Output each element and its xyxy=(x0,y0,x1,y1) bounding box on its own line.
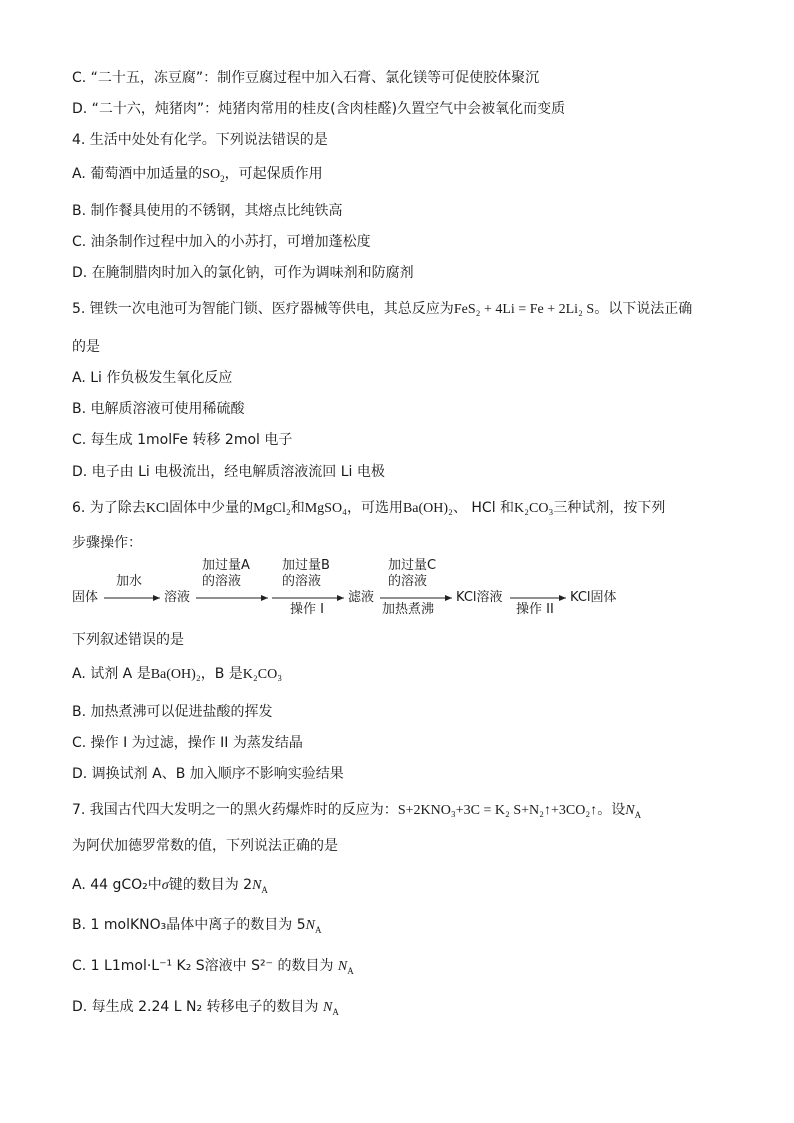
q7-option-d-na-sub: A xyxy=(332,1006,339,1017)
q6-k2co3: K₂CO₃ xyxy=(514,501,554,516)
q5-option-b: B. 电解质溶液可使用稀硫酸 xyxy=(72,401,245,417)
q7-option-c-na: N xyxy=(337,959,348,974)
q6-option-a-mid: ，B 是 xyxy=(200,666,243,682)
q6-option-a-baoh2: Ba(OH)₂ xyxy=(150,667,201,682)
q7-option-a-prefix: A. 44 gCO₂中 xyxy=(72,877,162,893)
q4-so-sub: 2 xyxy=(220,173,225,184)
flow-label-heat-boil: 加热煮沸 xyxy=(382,602,435,617)
q6-option-c: C. 操作 I 为过滤，操作 II 为蒸发结晶 xyxy=(72,735,303,751)
flow-label-b-solution: 的溶液 xyxy=(282,574,322,589)
q7-option-a-na: N xyxy=(252,878,262,893)
q6-option-a-k2co3: K₂CO₃ xyxy=(242,667,283,682)
q6-option-a xyxy=(72,664,282,685)
q6-mgcl2: MgCl₂ xyxy=(253,501,291,516)
q7-option-c-na-sub: A xyxy=(347,965,354,976)
q6-option-a-prefix: A. 试剂 A 是 xyxy=(72,666,151,682)
q6-baoh2: Ba(OH)₂ xyxy=(402,501,453,516)
flow-step-kcl-solution: KCl溶液 xyxy=(456,590,503,605)
q6-flow-diagram xyxy=(72,558,732,622)
q7-sigma: σ xyxy=(161,878,169,893)
q6-mid2: ，可选用 xyxy=(346,500,403,516)
q7-na-sub: A xyxy=(634,809,642,820)
q6-stem-prefix: 6. 为了除去 xyxy=(72,500,146,516)
q7-option-d-na: N xyxy=(323,1000,333,1015)
q7-option-d xyxy=(72,997,339,1018)
q5-stem xyxy=(72,299,692,320)
q5-equation: FeS₂ + 4Li = Fe + 2Li₂ S xyxy=(453,302,595,317)
q6-option-d: D. 调换试剂 A、B 加入顺序不影响实验结果 xyxy=(72,766,344,782)
q4-option-d: D. 在腌制腊肉时加入的氯化钠，可作为调味剂和防腐剂 xyxy=(72,265,414,281)
flow-step-filtrate: 滤液 xyxy=(348,590,375,605)
q4-option-a-formula xyxy=(202,167,224,182)
q4-option-a xyxy=(72,164,323,185)
q7-option-a xyxy=(72,875,268,896)
q6-option-b: B. 加热煮沸可以促进盐酸的挥发 xyxy=(72,704,273,720)
q6-after-flow: 下列叙述错误的是 xyxy=(72,632,184,648)
q5-option-a: A. Li 作负极发生氧化反应 xyxy=(72,370,233,386)
q7-option-b-na: N xyxy=(305,918,315,933)
flow-label-add-c: 加过量C xyxy=(388,558,437,573)
flow-step-kcl-solid: KCl固体 xyxy=(570,590,617,605)
q7-option-c xyxy=(72,956,354,977)
q7-option-b-na-sub: A xyxy=(314,924,322,935)
q7-stem-suffix: 。设 xyxy=(597,802,626,818)
q5-option-d: D. 电子由 Li 电极流出，经电解质溶液流回 Li 电极 xyxy=(72,464,385,480)
q5-stem-line2: 的是 xyxy=(72,339,100,355)
q4-so: SO xyxy=(202,167,221,182)
flow-label-add-water: 加水 xyxy=(116,574,143,589)
q7-stem-line2: 为阿伏加德罗常数的值，下列说法正确的是 xyxy=(72,838,338,854)
q3-option-c: C. “二十五，冻豆腐”：制作豆腐过程中加入石膏、氯化镁等可促使胶体聚沉 xyxy=(72,70,540,86)
q6-stem-line2: 步骤操作： xyxy=(72,535,142,551)
q6-stem xyxy=(72,498,665,519)
q7-option-b-text: B. 1 molKNO₃晶体中离子的数目为 5 xyxy=(72,917,306,933)
q6-stem-suffix: 三种试剂，按下列 xyxy=(553,500,666,516)
flow-label-add-b: 加过量B xyxy=(282,558,330,573)
flow-step-solid: 固体 xyxy=(72,590,99,605)
q5-stem-suffix: 。以下说法正确 xyxy=(594,301,693,317)
q4-option-b: B. 制作餐具使用的不锈钢，其熔点比纯铁高 xyxy=(72,203,343,219)
q7-option-b xyxy=(72,915,321,936)
q4-option-a-prefix: A. 葡萄酒中加适量的 xyxy=(72,166,203,182)
flow-label-operation-2: 操作 II xyxy=(516,602,554,617)
q7-equation: S+2KNO₃+3C = K₂ S+N₂↑+3CO₂↑ xyxy=(397,803,598,818)
q5-stem-prefix: 5. 锂铁一次电池可为智能门锁、医疗器械等供电，其总反应为 xyxy=(72,301,454,317)
flow-label-operation-1: 操作 I xyxy=(290,602,324,617)
q4-option-c: C. 油条制作过程中加入的小苏打，可增加蓬松度 xyxy=(72,234,371,250)
flow-label-c-solution: 的溶液 xyxy=(388,574,428,589)
q7-option-c-text: C. 1 L1mol·L⁻¹ K₂ S溶液中 S²⁻ 的数目为 xyxy=(72,958,334,974)
q7-na: N xyxy=(625,803,635,818)
q6-kcl: KCl xyxy=(145,501,170,516)
flow-label-a-solution: 的溶液 xyxy=(202,574,242,589)
q7-option-a-na-sub: A xyxy=(261,884,268,895)
flow-label-add-a: 加过量A xyxy=(202,558,250,573)
q6-and: 和 xyxy=(290,500,305,516)
flow-step-solution: 溶液 xyxy=(164,590,191,605)
q5-option-c: C. 每生成 1molFe 转移 2mol 电子 xyxy=(72,432,293,448)
q6-mid1: 固体中少量的 xyxy=(169,500,254,516)
q7-option-d-text: D. 每生成 2.24 L N₂ 转移电子的数目为 xyxy=(72,999,319,1015)
q7-option-a-mid: 键的数目为 2 xyxy=(168,877,253,893)
q6-mid3: 、 HCl 和 xyxy=(452,500,515,516)
q4-stem: 4. 生活中处处有化学。下列说法错误的是 xyxy=(72,132,328,148)
q4-option-a-suffix: ，可起保质作用 xyxy=(224,166,323,182)
q7-stem xyxy=(72,800,641,821)
q3-option-d: D. “二十六，炖猪肉”：炖猪肉常用的桂皮(含肉桂醛)久置空气中会被氧化而变质 xyxy=(72,101,566,117)
q7-stem-prefix: 7. 我国古代四大发明之一的黑火药爆炸时的反应为： xyxy=(72,802,398,818)
q6-mgso4: MgSO₄ xyxy=(304,501,347,516)
